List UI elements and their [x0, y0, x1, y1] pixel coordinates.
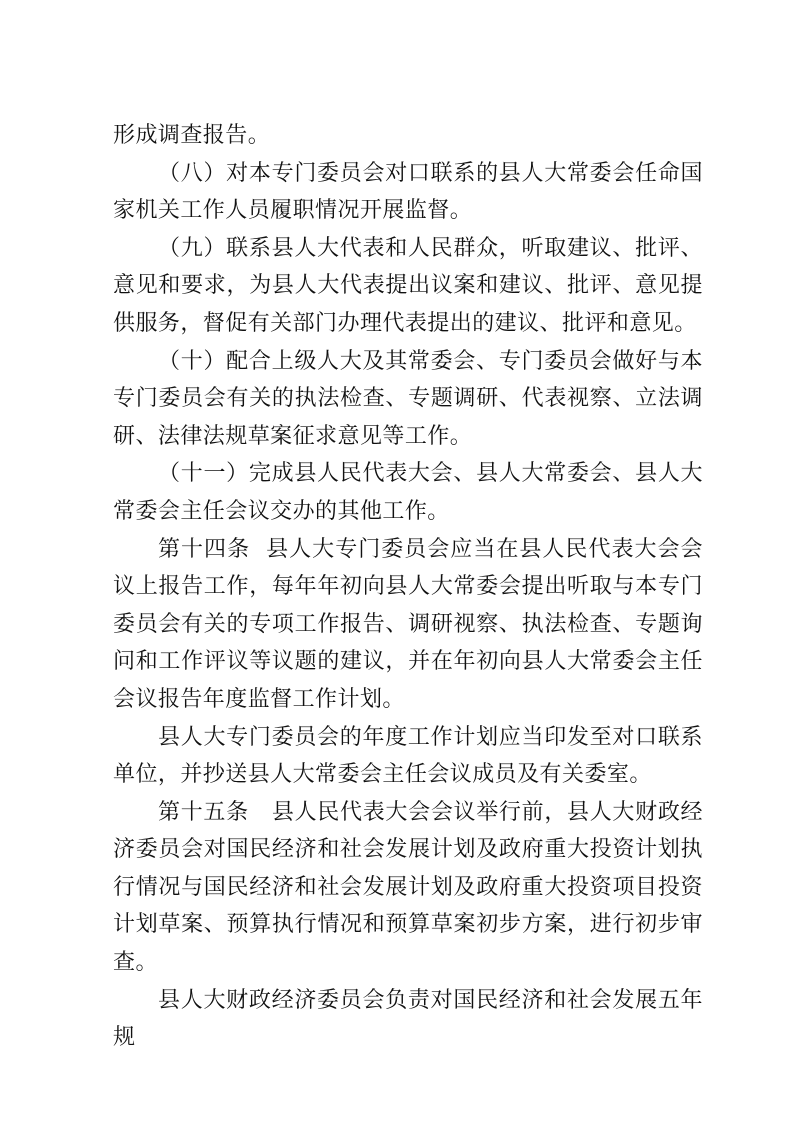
article-number: 第十四条 [158, 536, 267, 562]
article-14-para-2 [113, 719, 703, 794]
article-14 [113, 531, 703, 719]
article-number: 第十五条 [158, 799, 272, 825]
paragraph-text: 县人大专门委员会的年度工作计划应当印发至对口联系单位，并抄送县人大常委会主任会议成员及有关委室。 [113, 724, 703, 788]
paragraph-text: 县人大专门委员会应当在县人民代表大会会议上报告工作，每年年初向县人大常委会提出听取与本专门委员会有关的专项工作报告、调研视察、执法检查、专题询问和工作评议等议题的建议，并在年初向县人大常委会主任会议报告年度监督工作计划。 [113, 536, 703, 712]
article-15 [113, 794, 703, 982]
paragraph-text: 形成调查报告。 [113, 123, 271, 148]
paragraph-text: 县人民代表大会会议举行前，县人大财政经济委员会对国民经济和社会发展计划及政府重大投资计划执行情况与国民经济和社会发展计划及政府重大投资项目投资计划草案、预算执行情况和预算草案初步方案，进行初步审查。 [113, 799, 703, 976]
article-15-para-2 [113, 982, 703, 1057]
paragraph-item-9 [113, 230, 703, 343]
paragraph-item-10 [113, 343, 703, 456]
paragraph-text: （十一）完成县人民代表大会、县人大常委会、县人大常委会主任会议交办的其他工作。 [113, 461, 703, 524]
paragraph-item-11 [113, 455, 703, 530]
paragraph-text: （十）配合上级人大及其常委会、专门委员会做好与本专门委员会有关的执法检查、专题调研、代表视察、立法调研、法律法规草案征求意见等工作。 [113, 348, 703, 449]
document-body [113, 117, 703, 1057]
paragraph-text: （九）联系县人大代表和人民群众，听取建议、批评、意见和要求，为县人大代表提出议案和建议、批评、意见提供服务，督促有关部门办理代表提出的建议、批评和意见。 [113, 235, 703, 336]
paragraph-item-8 [113, 155, 703, 230]
paragraph-continuation [113, 117, 703, 155]
paragraph-text: 县人大财政经济委员会负责对国民经济和社会发展五年规 [113, 987, 703, 1051]
paragraph-text: （八）对本专门委员会对口联系的县人大常委会任命国家机关工作人员履职情况开展监督。 [113, 160, 703, 224]
